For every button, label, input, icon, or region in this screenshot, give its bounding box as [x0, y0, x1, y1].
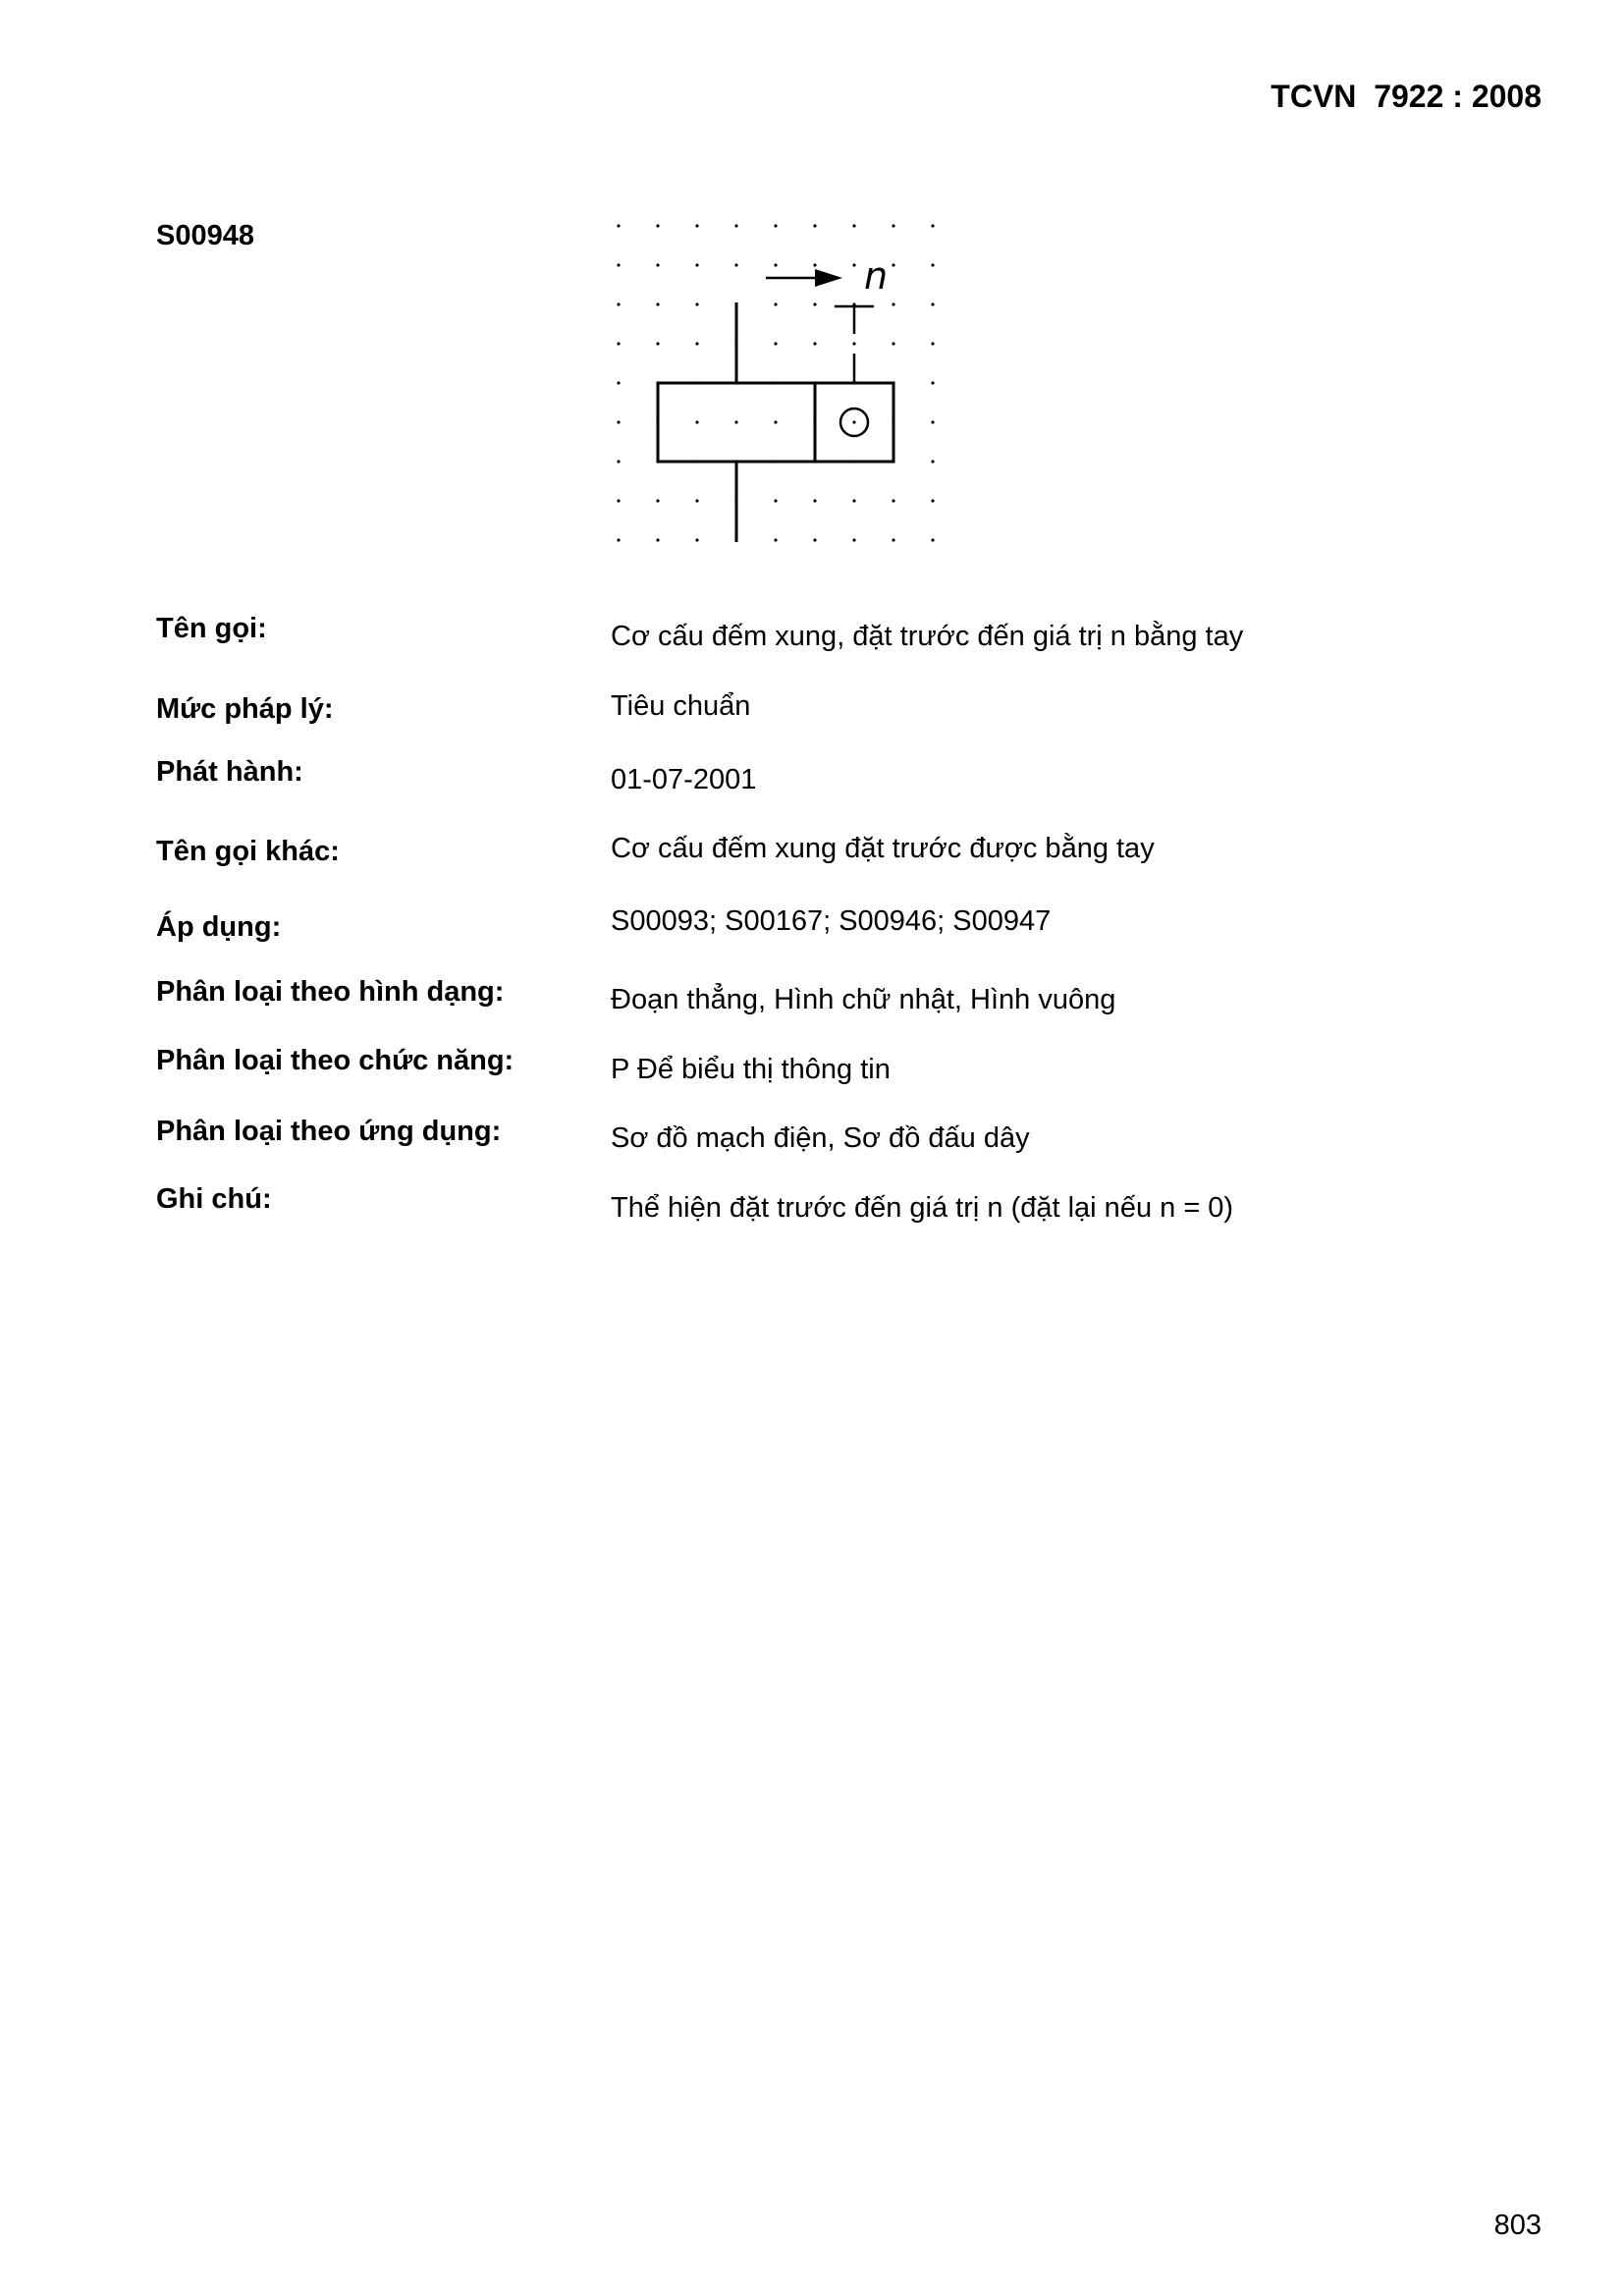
- label-ten-goi: Tên gọi:: [156, 613, 267, 644]
- grid-dot: [656, 342, 659, 345]
- label-phan-loai-chuc-nang: Phân loại theo chức năng:: [156, 1045, 514, 1076]
- grid-dot: [892, 302, 894, 305]
- grid-dot: [774, 302, 777, 305]
- grid-dot: [892, 342, 894, 345]
- grid-dot: [734, 420, 737, 423]
- symbol-id: S00948: [156, 220, 254, 251]
- symbol-figure: [601, 208, 943, 589]
- grid-dot: [774, 538, 777, 541]
- value-ap-dung: S00093; S00167; S00946; S00947: [611, 905, 1052, 937]
- grid-dot: [656, 224, 659, 227]
- grid-dot: [695, 224, 698, 227]
- value-muc-phap-ly: Tiêu chuẩn: [611, 690, 751, 722]
- grid-dot: [695, 538, 698, 541]
- grid-dot: [892, 263, 894, 266]
- label-ghi-chu: Ghi chú:: [156, 1183, 272, 1215]
- grid-dot: [852, 538, 855, 541]
- grid-dot: [852, 499, 855, 502]
- grid-dot: [617, 420, 620, 423]
- value-phat-hanh: 01-07-2001: [611, 764, 757, 795]
- grid-dot: [774, 420, 777, 423]
- grid-dot: [617, 538, 620, 541]
- grid-dot: [931, 263, 934, 266]
- value-ten-goi: Cơ cấu đếm xung, đặt trước đến giá trị n bằng tay: [611, 621, 1244, 652]
- grid-dot: [852, 263, 855, 266]
- grid-dot: [695, 263, 698, 266]
- grid-dot: [734, 224, 737, 227]
- grid-dot: [617, 224, 620, 227]
- manual-arrow-head: [815, 269, 842, 287]
- label-phan-loai-ung-dung: Phân loại theo ứng dụng:: [156, 1116, 502, 1147]
- label-muc-phap-ly: Mức pháp lý:: [156, 693, 334, 725]
- grid-dot: [734, 263, 737, 266]
- grid-dot: [931, 499, 934, 502]
- grid-dot: [813, 538, 816, 541]
- grid-dot: [617, 460, 620, 463]
- grid-dot: [774, 499, 777, 502]
- value-ghi-chu: Thể hiện đặt trước đến giá trị n (đặt lại nếu n = 0): [611, 1192, 1234, 1224]
- grid-dot: [656, 263, 659, 266]
- grid-dot: [617, 381, 620, 384]
- grid-dot: [931, 302, 934, 305]
- label-ten-goi-khac: Tên gọi khác:: [156, 836, 340, 867]
- grid-dot: [774, 263, 777, 266]
- grid-dot: [695, 499, 698, 502]
- grid-dot: [931, 538, 934, 541]
- grid-dot: [617, 499, 620, 502]
- grid-dot: [656, 538, 659, 541]
- grid-dot: [695, 342, 698, 345]
- page-number: 803: [1493, 2210, 1542, 2241]
- grid-dot: [892, 538, 894, 541]
- grid-dot: [813, 302, 816, 305]
- grid-dot: [774, 342, 777, 345]
- grid-dot: [931, 460, 934, 463]
- value-ten-goi-khac: Cơ cấu đếm xung đặt trước được bằng tay: [611, 833, 1155, 864]
- grid-dot: [931, 420, 934, 423]
- grid-dot: [617, 302, 620, 305]
- grid-dot: [813, 342, 816, 345]
- grid-dot: [852, 224, 855, 227]
- grid-dot: [892, 499, 894, 502]
- value-phan-loai-chuc-nang: P Để biểu thị thông tin: [611, 1054, 891, 1085]
- grid-dot: [813, 499, 816, 502]
- grid-dot: [656, 499, 659, 502]
- label-phat-hanh: Phát hành:: [156, 756, 303, 788]
- grid-dot: [813, 263, 816, 266]
- preset-n-label: n: [864, 254, 889, 298]
- standard-header: TCVN 7922 : 2008: [1271, 79, 1542, 114]
- grid-dot: [931, 342, 934, 345]
- label-ap-dung: Áp dụng:: [156, 911, 282, 943]
- grid-dot: [852, 342, 855, 345]
- label-phan-loai-hinh-dang: Phân loại theo hình dạng:: [156, 976, 505, 1008]
- grid-dot: [617, 342, 620, 345]
- grid-dot: [813, 224, 816, 227]
- grid-dot: [695, 302, 698, 305]
- grid-dot: [931, 381, 934, 384]
- grid-dot: [852, 420, 855, 423]
- value-phan-loai-ung-dung: Sơ đồ mạch điện, Sơ đồ đấu dây: [611, 1122, 1030, 1154]
- value-phan-loai-hinh-dang: Đoạn thẳng, Hình chữ nhật, Hình vuông: [611, 984, 1116, 1015]
- grid-dot: [931, 224, 934, 227]
- grid-dot: [617, 263, 620, 266]
- grid-dot: [774, 224, 777, 227]
- grid-dot: [892, 224, 894, 227]
- grid-dot: [656, 302, 659, 305]
- grid-dot: [695, 420, 698, 423]
